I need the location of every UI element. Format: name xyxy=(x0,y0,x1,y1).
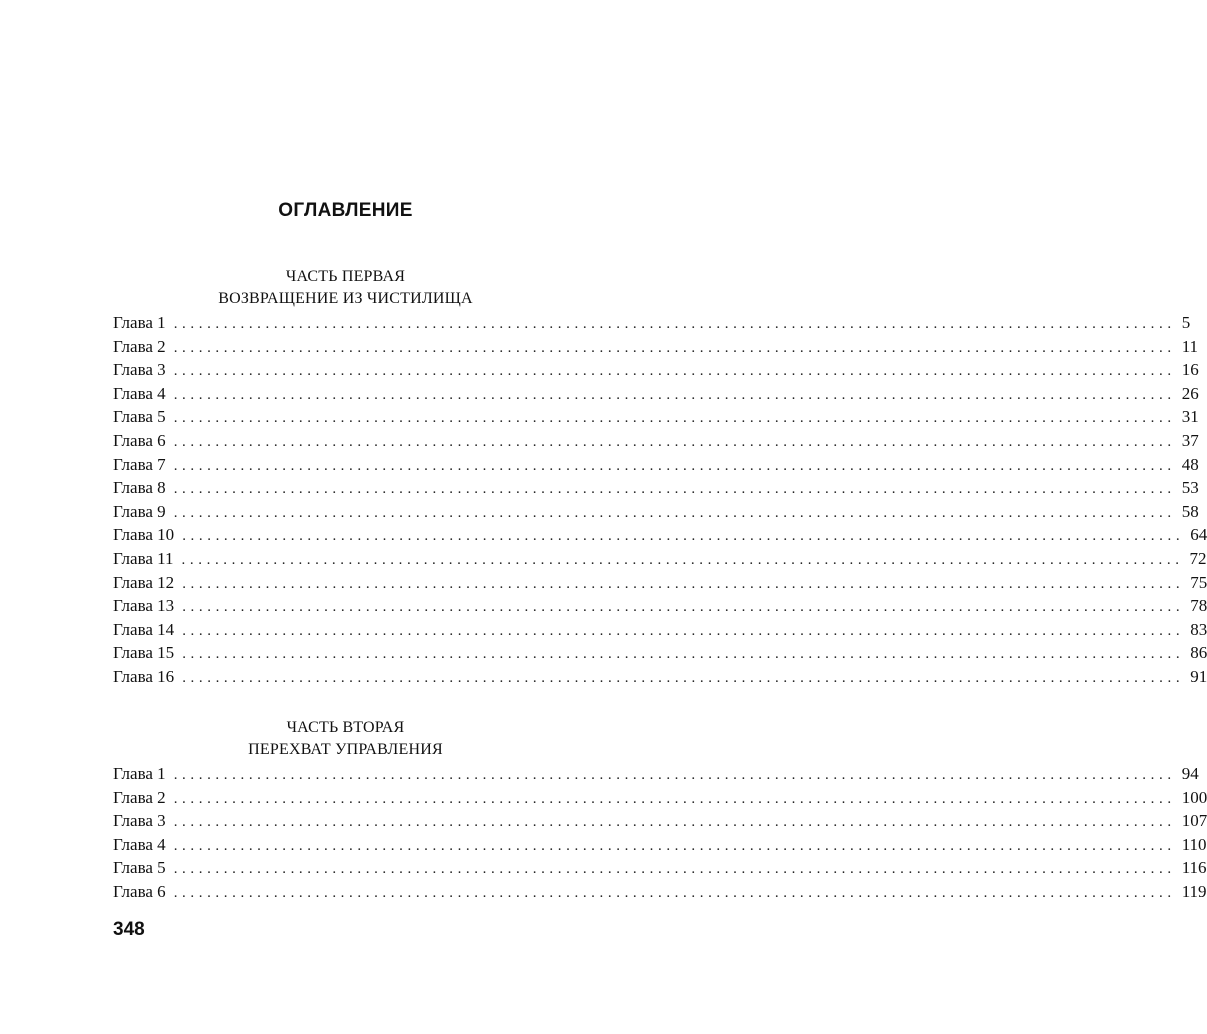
toc-entry xyxy=(113,405,1199,429)
chapter-page-number: 78 xyxy=(1190,596,1207,616)
chapter-label: Глава 14 xyxy=(113,619,175,639)
dot-leader: ........................................................................................................................ xyxy=(182,575,1185,592)
chapter-label: Глава 1 xyxy=(113,313,166,332)
dot-leader: ........................................................................................................................ xyxy=(173,386,1176,403)
toc-entry xyxy=(113,856,1207,880)
dot-leader: ........................................................................................................................ xyxy=(173,861,1176,878)
dot-leader: ........................................................................................................................ xyxy=(173,767,1176,783)
chapter-page-number: 75 xyxy=(1190,572,1207,592)
dot-leader: ........................................................................................................................ xyxy=(173,837,1176,854)
part-2-chapter-list xyxy=(113,762,1207,904)
chapter-page-number: 86 xyxy=(1190,643,1207,663)
chapter-page-number: 11 xyxy=(1181,336,1199,356)
part-1-chapter-list xyxy=(113,311,1207,689)
chapter-label: Глава 2 xyxy=(113,336,166,356)
dot-leader: ........................................................................................................................ xyxy=(173,884,1176,901)
dot-leader: ........................................................................................................................ xyxy=(182,622,1185,639)
toc-entry xyxy=(113,641,1207,665)
toc-entry xyxy=(113,358,1199,382)
page-number: 348 xyxy=(113,919,145,940)
toc-entry xyxy=(113,594,1207,618)
dot-leader: ........................................................................................................................ xyxy=(173,790,1176,807)
page-title: ОГЛАВЛЕНИЕ xyxy=(278,200,413,221)
toc-entry xyxy=(113,429,1199,453)
dot-leader: ........................................................................................................................ xyxy=(173,433,1176,450)
chapter-page-number: 110 xyxy=(1181,834,1207,854)
toc-entry xyxy=(113,833,1207,857)
chapter-label: Глава 12 xyxy=(113,572,175,592)
chapter-page-number: 26 xyxy=(1181,383,1199,403)
chapter-label: Глава 13 xyxy=(113,596,175,616)
toc-entry xyxy=(113,523,1207,547)
chapter-label: Глава 8 xyxy=(113,478,166,498)
chapter-label: Глава 7 xyxy=(113,454,166,474)
chapter-label: Глава 3 xyxy=(113,811,166,831)
toc-entry xyxy=(113,880,1207,904)
chapter-label: Глава 6 xyxy=(113,430,166,450)
chapter-page-number: 16 xyxy=(1181,360,1199,380)
toc-entry xyxy=(113,618,1207,642)
dot-leader: ........................................................................................................................ xyxy=(173,504,1176,521)
part-2-subtitle: ПЕРЕХВАТ УПРАВЛЕНИЯ xyxy=(248,741,443,758)
dot-leader: ........................................................................................................................ xyxy=(173,363,1176,380)
dot-leader: ........................................................................................................................ xyxy=(182,646,1185,663)
toc-entry xyxy=(113,665,1207,689)
part-1-heading xyxy=(0,266,691,310)
chapter-label: Глава 2 xyxy=(113,787,166,807)
chapter-label: Глава 15 xyxy=(113,643,175,663)
chapter-page-number: 64 xyxy=(1190,525,1207,545)
chapter-page-number: 119 xyxy=(1181,881,1207,901)
chapter-label: Глава 3 xyxy=(113,360,166,380)
toc-entry xyxy=(113,571,1207,595)
toc-entry xyxy=(113,335,1199,359)
chapter-label: Глава 4 xyxy=(113,383,166,403)
dot-leader: ........................................................................................................................ xyxy=(173,316,1176,332)
dot-leader: ........................................................................................................................ xyxy=(173,457,1176,474)
part-1-label: ЧАСТЬ ПЕРВАЯ xyxy=(285,268,406,285)
chapter-page-number: 31 xyxy=(1181,407,1199,427)
chapter-page-number: 72 xyxy=(1189,548,1207,568)
chapter-label: Глава 16 xyxy=(113,666,175,686)
chapter-label: Глава 11 xyxy=(113,548,174,568)
toc-entry xyxy=(113,382,1199,406)
chapter-label: Глава 9 xyxy=(113,501,166,521)
toc-entry xyxy=(113,500,1199,524)
chapter-page-number: 83 xyxy=(1190,619,1207,639)
dot-leader: ........................................................................................................................ xyxy=(173,481,1176,498)
chapter-page-number: 53 xyxy=(1181,478,1199,498)
toc-entry xyxy=(113,476,1199,500)
chapter-page-number: 100 xyxy=(1181,787,1207,807)
dot-leader: ........................................................................................................................ xyxy=(182,599,1185,616)
chapter-page-number: 58 xyxy=(1181,501,1199,521)
toc-entry xyxy=(113,547,1207,571)
chapter-label: Глава 5 xyxy=(113,858,166,878)
toc-entry xyxy=(113,311,1191,335)
chapter-page-number: 37 xyxy=(1181,430,1199,450)
chapter-label: Глава 10 xyxy=(113,525,175,545)
toc-entry xyxy=(113,809,1207,833)
chapter-page-number: 48 xyxy=(1181,454,1199,474)
dot-leader: ........................................................................................................................ xyxy=(173,814,1176,831)
part-1-subtitle: ВОЗВРАЩЕНИЕ ИЗ ЧИСТИЛИЩА xyxy=(218,290,473,307)
toc-entry xyxy=(113,762,1199,786)
part-2-label: ЧАСТЬ ВТОРАЯ xyxy=(286,719,405,736)
chapter-label: Глава 1 xyxy=(113,764,166,783)
chapter-page-number: 94 xyxy=(1181,764,1199,783)
part-2-heading xyxy=(0,717,691,761)
chapter-label: Глава 5 xyxy=(113,407,166,427)
chapter-page-number: 116 xyxy=(1181,858,1207,878)
dot-leader: ........................................................................................................................ xyxy=(182,669,1185,686)
chapter-label: Глава 4 xyxy=(113,834,166,854)
chapter-page-number: 107 xyxy=(1181,811,1207,831)
dot-leader: ........................................................................................................................ xyxy=(182,528,1185,545)
chapter-page-number: 91 xyxy=(1190,666,1207,686)
toc-entry xyxy=(113,786,1207,810)
chapter-label: Глава 6 xyxy=(113,881,166,901)
dot-leader: ........................................................................................................................ xyxy=(181,551,1184,568)
dot-leader: ........................................................................................................................ xyxy=(173,339,1176,356)
dot-leader: ........................................................................................................................ xyxy=(173,410,1176,427)
toc-entry xyxy=(113,453,1199,477)
chapter-page-number: 5 xyxy=(1181,313,1191,332)
